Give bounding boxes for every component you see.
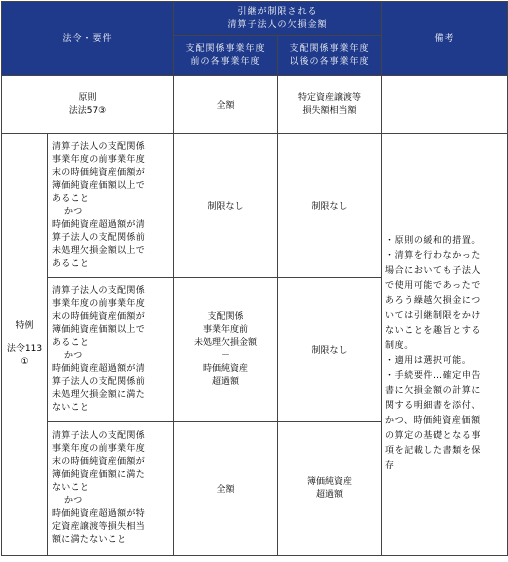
exception-case1-after [278, 134, 382, 278]
exception-case1-condition [48, 134, 174, 278]
principle-before-value: 全額 [216, 101, 235, 111]
condition-line: 簿価純資産価額以上で [52, 180, 146, 191]
condition-line: 事業年度の前事業年度 [52, 444, 146, 454]
remarks-line: の算定の基礎となる事 [385, 431, 482, 441]
before-col-line2: 前の各事業年度 [190, 56, 261, 67]
case2-before-line: 時価純資産 [203, 363, 249, 374]
restricted-loss-label-line2: 清算子法人の欠損金額 [227, 19, 328, 30]
condition-line: 定資産譲渡等損失相当 [52, 522, 146, 532]
case2-before-minus: － [221, 350, 231, 361]
condition-line: 末の時価純資産価額が [52, 311, 146, 322]
case1-before-value: 制限なし [207, 202, 244, 212]
exception-case2-after [278, 278, 382, 422]
case2-before-line: 未処理欠損金額 [194, 337, 258, 348]
exception-law-para: ① [20, 357, 29, 367]
remarks-line: で使用可能であったで [385, 281, 481, 291]
condition-line: 簿価純資産価額に満た [52, 470, 146, 480]
condition-line: あること [52, 193, 90, 204]
principle-after-line2: 損失額相当額 [302, 105, 357, 116]
case2-before-line: 超過額 [212, 376, 240, 387]
exception-case3-condition [48, 422, 174, 556]
exception-case3-after [278, 422, 382, 556]
condition-conjunction: かつ [64, 496, 83, 506]
case3-before-value: 全額 [216, 485, 235, 495]
after-col-line1: 支配関係事業年度 [289, 43, 370, 54]
principle-label: 原則 [78, 92, 97, 103]
condition-line: 事業年度の前事業年度 [52, 298, 146, 309]
condition-line: あること [52, 258, 90, 269]
remarks-label: 備考 [434, 33, 455, 44]
condition-line: 清算子法人の支配関係 [52, 141, 146, 152]
condition-line: ないこと [52, 402, 90, 413]
condition-conjunction: かつ [64, 350, 83, 361]
case3-after-line2: 超過額 [316, 489, 344, 500]
exception-label-cell [2, 134, 48, 556]
exception-label: 特例 [15, 321, 34, 331]
exception-case2-condition [48, 278, 174, 422]
remarks-header [382, 2, 508, 76]
condition-line: 額に満たないこと [52, 535, 127, 545]
remarks-line: いては引継制限をかけ [385, 311, 482, 321]
condition-line: 末の時価純資産価額が [52, 167, 146, 178]
exception-law-ref: 法令113 [6, 344, 43, 354]
after-col-line2: 以後の各事業年度 [289, 56, 370, 67]
restricted-loss-label-line1: 引継が制限される [237, 6, 318, 17]
condition-line: 未処理欠損金額以上で [52, 245, 146, 256]
law-requirement-header [2, 2, 174, 76]
condition-line: あること [52, 337, 90, 348]
exception-case2-before [174, 278, 278, 422]
condition-line: 清算子法人の支配関係 [52, 285, 146, 296]
condition-line: 簿価純資産価額以上で [52, 324, 146, 335]
remarks-line: ・適用は選択可能。 [385, 356, 472, 366]
case3-after-line1: 簿価純資産 [307, 476, 353, 487]
remarks-line: 制度。 [385, 341, 414, 351]
remarks-line: 書に欠損金額の計算に [385, 386, 482, 396]
principle-label-cell [2, 76, 174, 134]
principle-before-cell [174, 76, 278, 134]
remarks-line: あろう繰越欠損金につ [385, 296, 481, 306]
law-requirement-label: 法令・要件 [62, 33, 113, 44]
remarks-line: かつ、時価純資産価額 [385, 416, 481, 426]
condition-line: 末の時価純資産価額が [52, 457, 146, 467]
principle-remarks-cell [382, 76, 508, 134]
exception-remarks-cell [382, 134, 508, 556]
remarks-line: 項を記載した書類を保 [385, 446, 482, 456]
restricted-loss-header [174, 2, 382, 36]
before-control-year-header [174, 36, 278, 76]
remarks-line: ・手続要件…確定申告 [385, 371, 482, 381]
condition-line: 事業年度の前事業年度 [52, 154, 146, 165]
condition-line: 算子法人の支配関係前 [52, 232, 146, 243]
remarks-line: ないことを趣旨とする [385, 326, 482, 336]
exception-case3-before [174, 422, 278, 556]
condition-line: 未処理欠損金額に満た [52, 389, 146, 400]
condition-line: ないこと [52, 483, 90, 493]
remarks-line: 存 [385, 461, 395, 471]
condition-line: 時価純資産超過額が特 [52, 509, 146, 519]
principle-after-cell [278, 76, 382, 134]
remarks-line: 場合においても子法人 [385, 266, 482, 276]
remarks-line: ・原則の緩和的措置。 [385, 236, 482, 246]
remarks-line: ・清算を行わなかった [385, 251, 482, 261]
principle-after-line1: 特定資産譲渡等 [298, 92, 362, 103]
after-control-year-header [278, 36, 382, 76]
case2-before-line: 支配関係 [207, 311, 244, 322]
case2-after-value: 制限なし [311, 346, 348, 356]
condition-line: 時価純資産超過額が清 [52, 219, 146, 230]
loss-carryforward-table [1, 1, 508, 556]
condition-line: 時価純資産超過額が清 [52, 363, 146, 374]
case1-after-value: 制限なし [311, 202, 348, 212]
case2-before-line: 事業年度前 [203, 324, 249, 335]
exception-case1-before [174, 134, 278, 278]
principle-law-ref: 法法57③ [68, 105, 107, 116]
condition-conjunction: かつ [64, 206, 83, 217]
condition-line: 清算子法人の支配関係 [52, 431, 146, 441]
before-col-line1: 支配関係事業年度 [185, 43, 266, 54]
condition-line: 算子法人の支配関係前 [52, 376, 146, 387]
remarks-line: 関する明細書を添付、 [385, 401, 482, 411]
